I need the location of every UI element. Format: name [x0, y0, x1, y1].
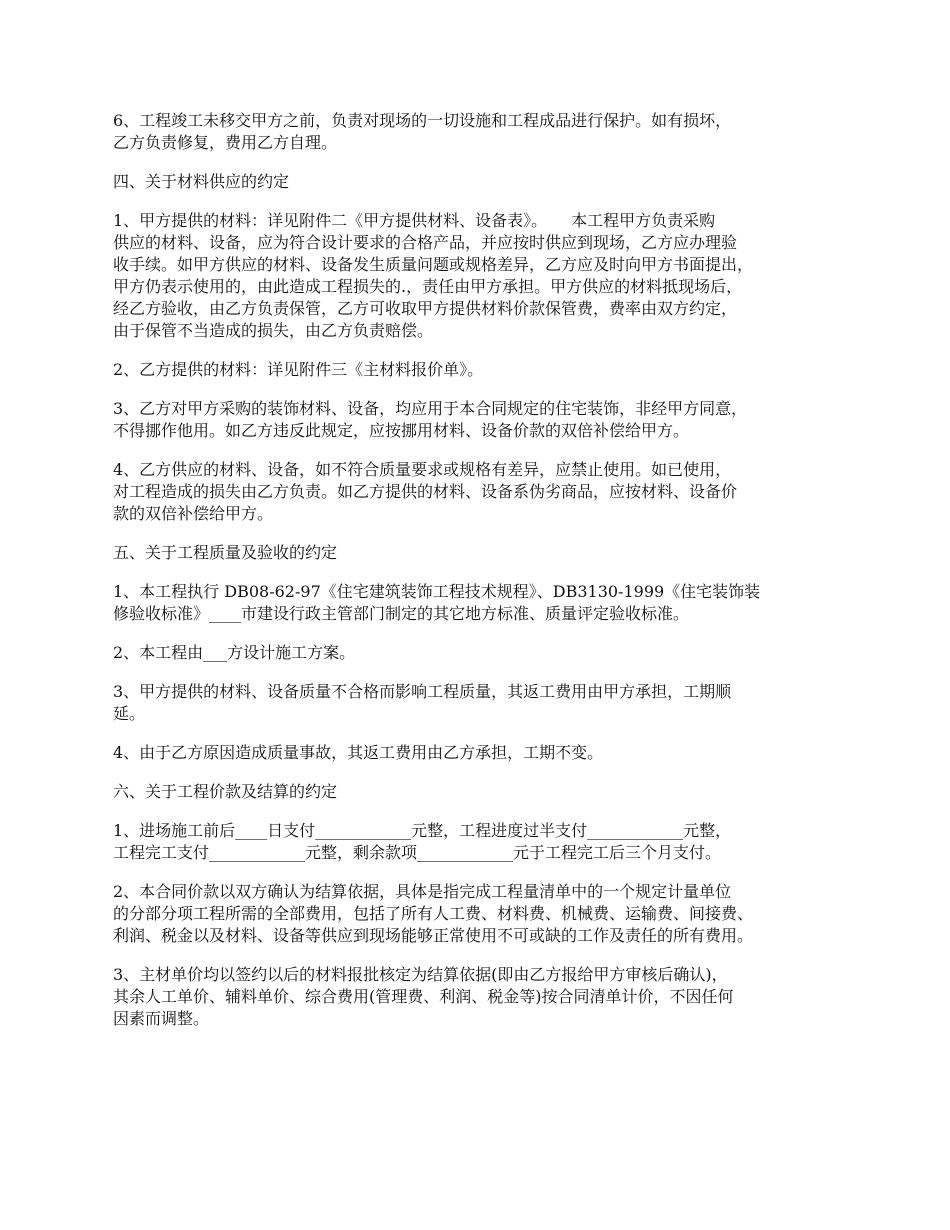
paragraph: [113, 359, 853, 381]
text-line: 因素而调整。: [113, 1009, 210, 1028]
paragraph: [113, 581, 853, 625]
paragraph: [113, 210, 853, 342]
text-line: 收手续。如甲方供应的材料、设备发生质量问题或规格差异，乙方应及时向甲方书面提出，: [113, 255, 754, 274]
text-line: 供应的材料、设备，应为符合设计要求的合格产品，并应按时供应到现场，乙方应办理验: [113, 233, 738, 252]
paragraph: [113, 171, 853, 193]
text-line: 2、本工程由___方设计施工方案。: [113, 643, 356, 662]
document-page: [113, 110, 853, 1047]
text-line: 的分部分项工程所需的全部费用，包括了所有人工费、材料费、机械费、运输费、间接费、: [113, 904, 754, 923]
text-line: 其余人工单价、辅料单价、综合费用(管理费、利润、税金等)按合同清单计价，不因任何: [113, 987, 734, 1006]
text-line: 3、甲方提供的材料、设备质量不合格而影响工程质量，其返工费用由甲方承担，工期顺: [113, 682, 732, 701]
paragraph: [113, 459, 853, 525]
text-line: 4、由于乙方原因造成质量事故，其返工费用由乙方承担，工期不变。: [113, 743, 604, 762]
text-line: 不得挪作他用。如乙方违反此规定，应按挪用材料、设备价款的双倍补偿给甲方。: [113, 421, 690, 440]
text-line: 1、甲方提供的材料：详见附件二《甲方提供材料、设备表》。 本工程甲方负责采购: [113, 211, 716, 230]
paragraph: [113, 781, 853, 803]
text-line: 3、乙方对甲方采购的装饰材料、设备，均应用于本合同规定的住宅装饰，非经甲方同意，: [113, 399, 748, 418]
text-line: 6、工程竣工未移交甲方之前，负责对现场的一切设施和工程成品进行保护。如有损坏，: [113, 111, 732, 130]
text-line: 4、乙方供应的材料、设备，如不符合质量要求或规格有差异，应禁止使用。如已使用，: [113, 460, 732, 479]
paragraph: [113, 820, 853, 864]
text-line: 3、主材单价均以签约以后的材料报批核定为结算依据(即由乙方报给甲方审核后确认)，: [113, 965, 728, 984]
text-line: 2、本合同价款以双方确认为结算依据，具体是指完成工程量清单中的一个规定计量单位: [113, 882, 732, 901]
paragraph: [113, 964, 853, 1030]
text-line: 甲方仍表示使用的，由此造成工程损失的.，责任由甲方承担。甲方供应的材料抵现场后，: [113, 277, 743, 296]
paragraph: [113, 742, 853, 764]
text-line: 由于保管不当造成的损失，由乙方负责赔偿。: [113, 321, 434, 340]
text-line: 2、乙方提供的材料：详见附件三《主材料报价单》。: [113, 360, 484, 379]
text-line: 四、关于材料供应的约定: [113, 172, 290, 191]
text-line: 经乙方验收，由乙方负责保管，乙方可收取甲方提供材料价款保管费，费率由双方约定，: [113, 299, 738, 318]
paragraph: [113, 881, 853, 947]
text-line: 乙方负责修复，费用乙方自理。: [113, 133, 338, 152]
text-line: 款的双倍补偿给甲方。: [113, 504, 274, 523]
paragraph: [113, 110, 853, 154]
text-line: 修验收标准》____市建设行政主管部门制定的其它地方标准、质量评定验收标准。: [113, 604, 690, 623]
paragraph: [113, 642, 853, 664]
text-line: 工程完工支付____________元整，剩余款项____________元于工程完工后三个月支付。: [113, 843, 722, 862]
text-line: 五、关于工程质量及验收的约定: [113, 543, 338, 562]
paragraph: [113, 681, 853, 725]
text-line: 1、进场施工前后____日支付____________元整，工程进度过半支付____________元整，: [113, 821, 732, 840]
paragraph: [113, 398, 853, 442]
text-line: 延。: [113, 704, 146, 723]
text-line: 利润、税金以及材料、设备等供应到现场能够正常使用不可或缺的工作及责任的所有费用。: [113, 926, 754, 945]
text-line: 1、本工程执行 DB08-62-97《住宅建筑装饰工程技术规程》、DB3130-1999《住宅装饰装: [113, 582, 761, 601]
text-line: 六、关于工程价款及结算的约定: [113, 782, 338, 801]
text-line: 对工程造成的损失由乙方负责。如乙方提供的材料、设备系伪劣商品，应按材料、设备价: [113, 482, 738, 501]
paragraph: [113, 542, 853, 564]
